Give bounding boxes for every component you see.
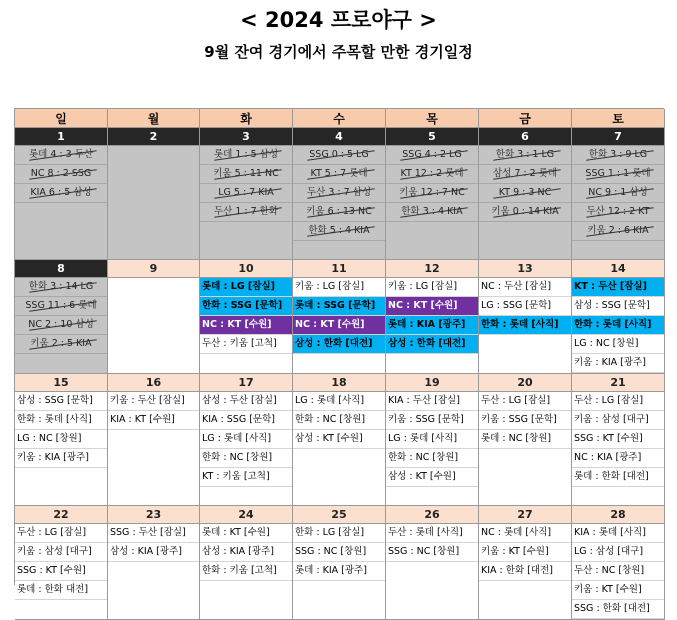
game-result: NC 2 : 10 삼성 <box>15 316 107 335</box>
day-games <box>293 146 386 260</box>
day-games <box>108 392 200 506</box>
weekday-header: 토 <box>572 109 665 128</box>
game-entry: 한화 : 키움 [고척] <box>200 562 292 581</box>
game-entry: 롯데 : KT [수원] <box>200 524 292 543</box>
game-entry: KIA : KT [수원] <box>108 411 199 430</box>
day-games <box>293 278 386 374</box>
game-result: 두산 12 : 2 KT <box>572 203 664 222</box>
day-number: 8 <box>15 260 108 278</box>
game-result: 롯데 4 : 3 두산 <box>15 146 107 165</box>
game-entry: 롯데 : 한화 [대전] <box>572 468 664 487</box>
day-games <box>15 524 108 620</box>
game-result: SSG 0 : 5 LG <box>293 146 385 165</box>
game-result: NC 8 : 2 SSG <box>15 165 107 184</box>
game-result: 한화 3 : 4 KIA <box>386 203 478 222</box>
game-entry: LG : SSG [문학] <box>479 297 571 316</box>
game-entry: LG : 롯데 [사직] <box>293 392 385 411</box>
game-entry: 롯데 : KIA [광주] <box>293 562 385 581</box>
day-games <box>572 392 665 506</box>
game-entry: 두산 : NC [창원] <box>572 562 664 581</box>
game-entry: 한화 : SSG [문학] <box>200 297 292 316</box>
game-result: KIA 6 : 5 삼성 <box>15 184 107 203</box>
page-title: < 2024 프로야구 > <box>240 8 437 32</box>
game-result: NC 9 : 1 삼성 <box>572 184 664 203</box>
game-result: KT 12 : 2 롯데 <box>386 165 478 184</box>
weekday-header: 목 <box>386 109 479 128</box>
game-result: KT 9 : 3 NC <box>479 184 571 203</box>
game-entry: 삼성 : KIA [광주] <box>108 543 199 562</box>
game-entry: 두산 : LG [잠실] <box>572 392 664 411</box>
game-entry: 한화 : 롯데 [사직] <box>479 316 571 335</box>
calendar-grid <box>14 108 664 614</box>
game-entry: 한화 : 롯데 [사직] <box>572 316 664 335</box>
game-result: 삼성 7 : 2 롯데 <box>479 165 571 184</box>
game-result: 키움 6 : 13 NC <box>293 203 385 222</box>
game-entry: 키움 : KIA [광주] <box>572 354 664 373</box>
game-entry: NC : KT [수원] <box>293 316 385 335</box>
day-games <box>479 524 572 620</box>
day-number: 24 <box>200 506 293 524</box>
day-number: 2 <box>108 128 200 146</box>
game-result: 키움 2 : 5 KIA <box>15 335 107 354</box>
weekday-header: 일 <box>15 109 108 128</box>
game-entry: SSG : KT [수원] <box>15 562 107 581</box>
game-entry: LG : 삼성 [대구] <box>572 543 664 562</box>
game-entry: KIA : 롯데 [사직] <box>572 524 664 543</box>
game-entry: 키움 : KIA [광주] <box>15 449 107 468</box>
day-number: 19 <box>386 374 479 392</box>
game-entry: NC : KT [수원] <box>200 316 292 335</box>
game-entry: 삼성 : 두산 [잠실] <box>200 392 292 411</box>
game-entry: 두산 : 키움 [고척] <box>200 335 292 354</box>
game-result: 키움 5 : 11 NC <box>200 165 292 184</box>
game-entry: LG : 롯데 [사직] <box>200 430 292 449</box>
game-result: 두산 3 : 7 삼성 <box>293 184 385 203</box>
day-number: 12 <box>386 260 479 278</box>
game-entry: 한화 : LG [잠실] <box>293 524 385 543</box>
weekday-header: 수 <box>293 109 386 128</box>
weekday-header: 금 <box>479 109 572 128</box>
day-games <box>479 146 572 260</box>
day-games <box>108 524 200 620</box>
day-number: 5 <box>386 128 479 146</box>
game-result: 키움 2 : 6 KIA <box>572 222 664 241</box>
game-entry: 키움 : KT [수원] <box>572 581 664 600</box>
game-entry: KIA : 두산 [잠실] <box>386 392 478 411</box>
game-entry: 두산 : LG [잠실] <box>15 524 107 543</box>
game-entry: 키움 : 두산 [잠실] <box>108 392 199 411</box>
day-games <box>386 392 479 506</box>
day-games <box>386 278 479 374</box>
game-result: SSG 4 : 2 LG <box>386 146 478 165</box>
day-number: 26 <box>386 506 479 524</box>
day-number: 10 <box>200 260 293 278</box>
game-entry: SSG : NC [창원] <box>386 543 478 562</box>
game-entry: NC : 두산 [잠실] <box>479 278 571 297</box>
game-result: KT 5 : 7 롯데 <box>293 165 385 184</box>
game-entry: LG : NC [창원] <box>572 335 664 354</box>
game-entry: KIA : 한화 [대전] <box>479 562 571 581</box>
game-result: 한화 5 : 4 KIA <box>293 222 385 241</box>
game-entry: KT : 두산 [잠실] <box>572 278 664 297</box>
day-number: 21 <box>572 374 665 392</box>
day-games <box>479 278 572 374</box>
day-number: 6 <box>479 128 572 146</box>
day-games <box>15 146 108 260</box>
game-entry: 삼성 : SSG [문학] <box>572 297 664 316</box>
game-entry: 한화 : NC [창원] <box>200 449 292 468</box>
day-games <box>572 146 665 260</box>
day-number: 25 <box>293 506 386 524</box>
day-games <box>572 278 665 374</box>
day-number: 1 <box>15 128 108 146</box>
game-entry: 롯데 : SSG [문학] <box>293 297 385 316</box>
game-entry: 롯데 : NC [창원] <box>479 430 571 449</box>
game-entry: 키움 : LG [잠실] <box>386 278 478 297</box>
game-entry: 키움 : SSG [문학] <box>479 411 571 430</box>
game-entry: SSG : 한화 [대전] <box>572 600 664 619</box>
game-entry: 한화 : NC [창원] <box>386 449 478 468</box>
game-result: 두산 1 : 7 한화 <box>200 203 292 222</box>
day-games <box>15 392 108 506</box>
game-entry: 키움 : SSG [문학] <box>386 411 478 430</box>
game-result: SSG 1 : 1 롯데 <box>572 165 664 184</box>
game-result: 한화 3 : 1 LG <box>479 146 571 165</box>
game-entry: 롯데 : LG [잠실] <box>200 278 292 297</box>
day-games <box>200 278 293 374</box>
day-games <box>200 392 293 506</box>
game-entry: 한화 : NC [창원] <box>293 411 385 430</box>
game-entry: SSG : NC [창원] <box>293 543 385 562</box>
day-number: 4 <box>293 128 386 146</box>
day-number: 17 <box>200 374 293 392</box>
day-number: 15 <box>15 374 108 392</box>
day-games <box>572 524 665 620</box>
day-games <box>386 524 479 620</box>
day-games <box>108 278 200 374</box>
game-entry: LG : NC [창원] <box>15 430 107 449</box>
day-number: 22 <box>15 506 108 524</box>
day-number: 18 <box>293 374 386 392</box>
game-result: 롯데 1 : 5 삼성 <box>200 146 292 165</box>
game-result: 한화 3 : 9 LG <box>572 146 664 165</box>
game-entry: 삼성 : 한화 [대전] <box>293 335 385 354</box>
day-games <box>200 146 293 260</box>
game-entry: 롯데 : 한화 대전] <box>15 581 107 600</box>
day-games <box>108 146 200 260</box>
day-number: 23 <box>108 506 200 524</box>
game-entry: 키움 : 삼성 [대구] <box>572 411 664 430</box>
game-entry: 삼성 : KT [수원] <box>293 430 385 449</box>
day-games <box>15 278 108 374</box>
game-entry: LG : 롯데 [사직] <box>386 430 478 449</box>
game-entry: 두산 : 롯데 [사직] <box>386 524 478 543</box>
game-entry: SSG : 두산 [잠실] <box>108 524 199 543</box>
game-result: 키움 12 : 7 NC <box>386 184 478 203</box>
day-number: 9 <box>108 260 200 278</box>
weekday-header: 월 <box>108 109 200 128</box>
day-games <box>293 524 386 620</box>
day-games <box>386 146 479 260</box>
game-entry: 삼성 : KT [수원] <box>386 468 478 487</box>
game-entry: 삼성 : SSG [문학] <box>15 392 107 411</box>
game-entry: 삼성 : 한화 [대전] <box>386 335 478 354</box>
game-result: 한화 3 : 14 LG <box>15 278 107 297</box>
game-entry: 키움 : LG [잠실] <box>293 278 385 297</box>
day-number: 28 <box>572 506 665 524</box>
game-entry: 키움 : 삼성 [대구] <box>15 543 107 562</box>
day-number: 3 <box>200 128 293 146</box>
game-entry: KIA : SSG [문학] <box>200 411 292 430</box>
game-entry: NC : KIA [광주] <box>572 449 664 468</box>
game-result: SSG 11 : 6 롯데 <box>15 297 107 316</box>
day-number: 14 <box>572 260 665 278</box>
game-entry: NC : KT [수원] <box>386 297 478 316</box>
game-result: 키움 0 : 14 KIA <box>479 203 571 222</box>
game-entry: KT : 키움 [고척] <box>200 468 292 487</box>
day-games <box>293 392 386 506</box>
day-number: 16 <box>108 374 200 392</box>
day-number: 27 <box>479 506 572 524</box>
game-entry: 삼성 : KIA [광주] <box>200 543 292 562</box>
day-number: 7 <box>572 128 665 146</box>
day-number: 20 <box>479 374 572 392</box>
day-number: 13 <box>479 260 572 278</box>
game-entry: 한화 : 롯데 [사직] <box>15 411 107 430</box>
page-subtitle: 9월 잔여 경기에서 주목할 만한 경기일정 <box>204 43 473 61</box>
game-entry: NC : 롯데 [사직] <box>479 524 571 543</box>
day-games <box>479 392 572 506</box>
game-entry: 롯데 : KIA [광주] <box>386 316 478 335</box>
day-games <box>200 524 293 620</box>
weekday-header: 화 <box>200 109 293 128</box>
game-result: LG 5 : 7 KIA <box>200 184 292 203</box>
game-entry: 키움 : KT [수원] <box>479 543 571 562</box>
game-entry: 두산 : LG [잠실] <box>479 392 571 411</box>
game-entry: SSG : KT [수원] <box>572 430 664 449</box>
day-number: 11 <box>293 260 386 278</box>
